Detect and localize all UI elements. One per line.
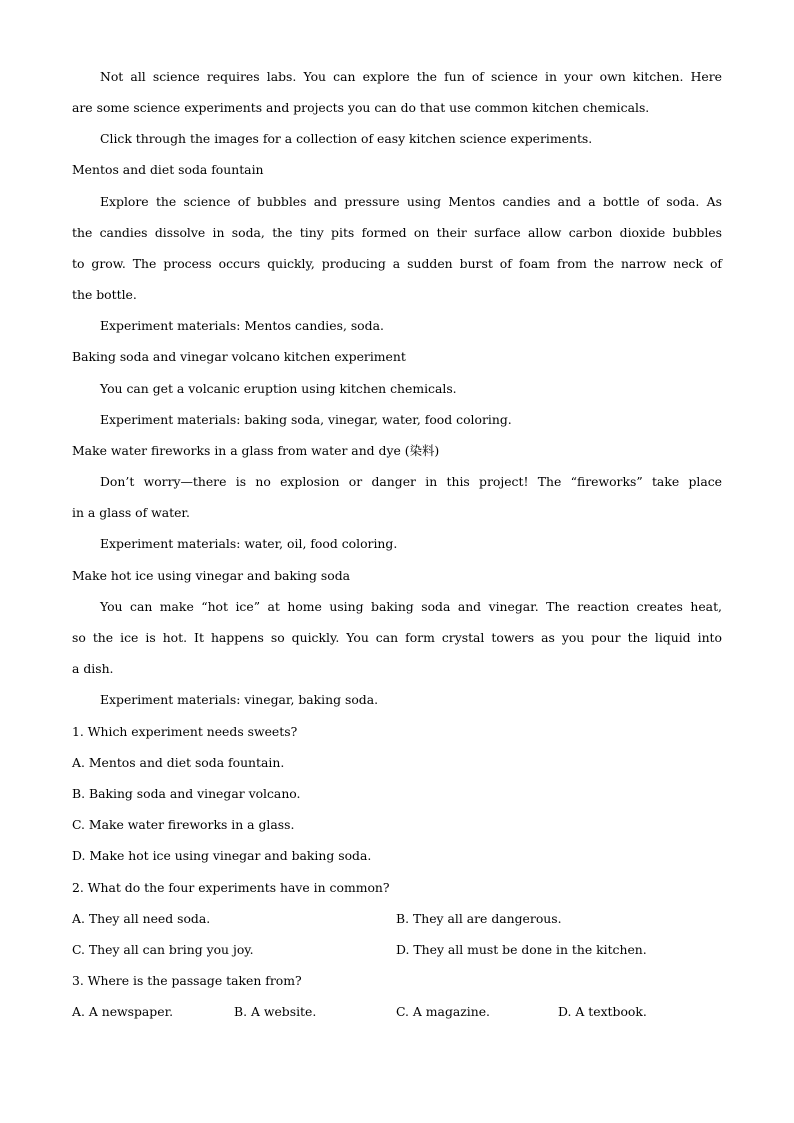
question-3-option-c: C. A magazine. (396, 1004, 491, 1019)
section-title-fireworks: Make water fireworks in a glass from water and dye (染料) (72, 443, 440, 458)
mentos-materials: Experiment materials: Mentos candies, soda. (100, 318, 384, 333)
question-1: 1. Which experiment needs sweets? (72, 724, 298, 739)
hot-ice-materials: Experiment materials: vinegar, baking soda. (100, 692, 379, 707)
question-1-option-c: C. Make water fireworks in a glass. (72, 817, 295, 832)
mentos-line-1: Explore the science of bubbles and pressure using Mentos candies and a bottle of soda. As (100, 194, 722, 209)
hot-ice-line-3: a dish. (72, 661, 114, 676)
hot-ice-line-1: You can make “hot ice” at home using baking soda and vinegar. The reaction creates heat, (100, 599, 722, 614)
mentos-line-3: to grow. The process occurs quickly, producing a sudden burst of foam from the narrow neck of (72, 256, 722, 271)
question-3: 3. Where is the passage taken from? (72, 973, 302, 988)
fireworks-line-1: Don’t worry—there is no explosion or danger in this project! The “fireworks” take place (100, 474, 722, 489)
paragraph-intro-line-2: are some science experiments and projects you can do that use common kitchen chemicals. (72, 100, 650, 115)
question-2-option-d: D. They all must be done in the kitchen. (396, 942, 647, 957)
question-3-option-d: D. A textbook. (558, 1004, 647, 1019)
fireworks-line-2: in a glass of water. (72, 505, 190, 520)
question-3-option-b: B. A website. (234, 1004, 317, 1019)
fireworks-materials: Experiment materials: water, oil, food coloring. (100, 536, 398, 551)
paragraph-intro-line-1: Not all science requires labs. You can explore the fun of science in your own kitchen. Here (100, 69, 722, 84)
question-1-option-d: D. Make hot ice using vinegar and baking soda. (72, 848, 372, 863)
question-3-option-a: A. A newspaper. (72, 1004, 174, 1019)
question-2-option-c: C. They all can bring you joy. (72, 942, 254, 957)
question-1-option-b: B. Baking soda and vinegar volcano. (72, 786, 301, 801)
mentos-line-4: the bottle. (72, 287, 137, 302)
volcano-line-1: You can get a volcanic eruption using kitchen chemicals. (100, 381, 457, 396)
mentos-line-2: the candies dissolve in soda, the tiny pits formed on their surface allow carbon dioxide bubbles (72, 225, 722, 240)
question-2: 2. What do the four experiments have in common? (72, 880, 390, 895)
question-2-option-a: A. They all need soda. (72, 911, 211, 926)
hot-ice-line-2: so the ice is hot. It happens so quickly. You can form crystal towers as you pour the liquid into (72, 630, 722, 645)
section-title-volcano: Baking soda and vinegar volcano kitchen experiment (72, 349, 406, 364)
question-1-option-a: A. Mentos and diet soda fountain. (72, 755, 285, 770)
section-title-hot-ice: Make hot ice using vinegar and baking soda (72, 568, 351, 583)
question-2-option-b: B. They all are dangerous. (396, 911, 562, 926)
section-title-mentos: Mentos and diet soda fountain (72, 162, 264, 177)
volcano-materials: Experiment materials: baking soda, vinegar, water, food coloring. (100, 412, 512, 427)
paragraph-click-through: Click through the images for a collection of easy kitchen science experiments. (100, 131, 593, 146)
